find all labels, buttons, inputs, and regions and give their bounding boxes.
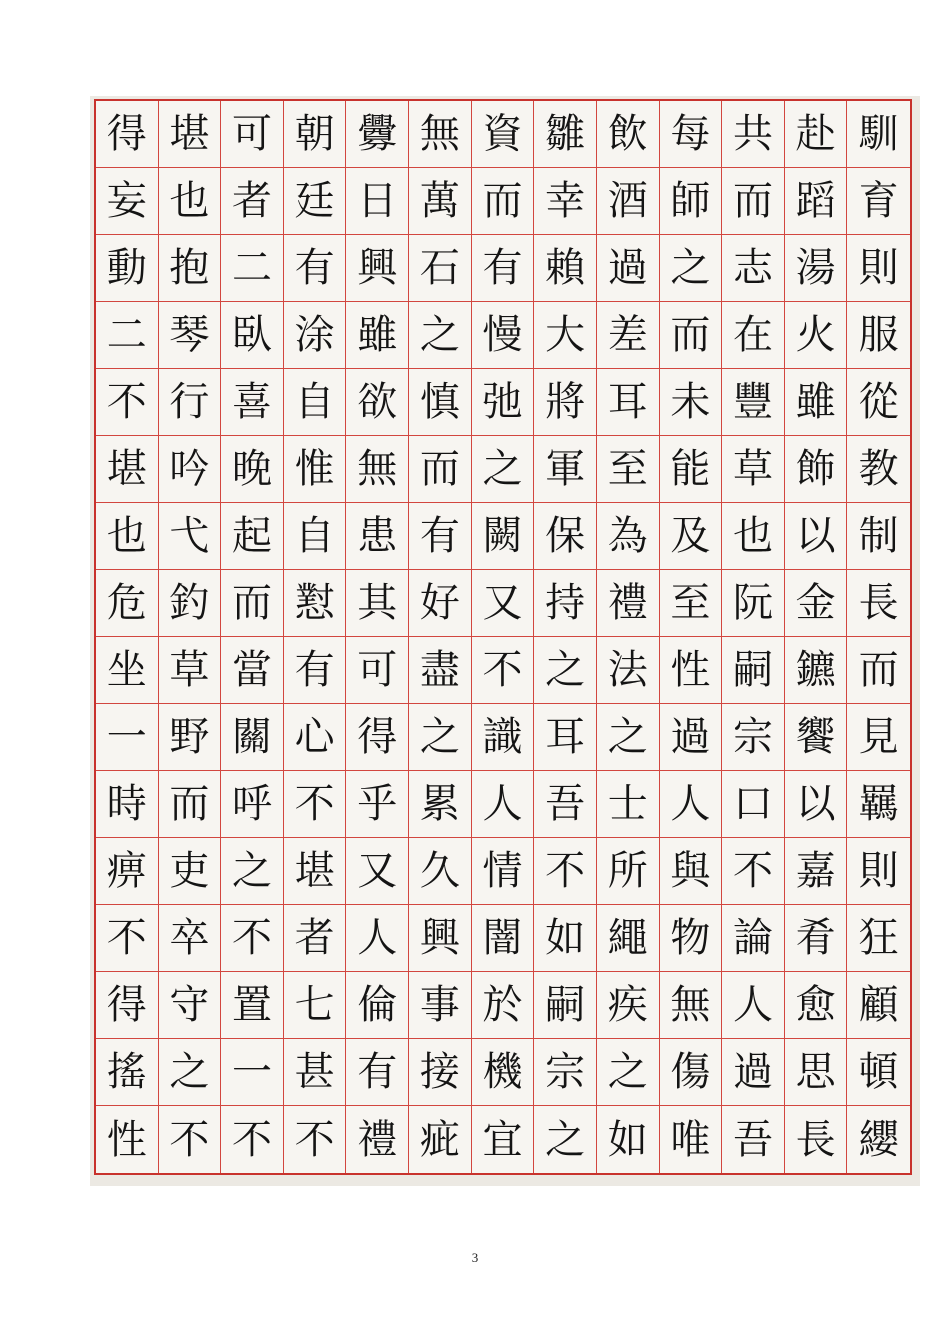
grid-cell: 盡 [409, 637, 472, 704]
grid-cell: 見 [847, 704, 910, 771]
grid-cell: 有 [284, 637, 347, 704]
grid-cell: 性 [660, 637, 723, 704]
grid-cell: 則 [847, 838, 910, 905]
grid-cell: 之 [597, 1039, 660, 1106]
grid-cell: 至 [660, 570, 723, 637]
grid-cell: 有 [284, 235, 347, 302]
grid-cell: 持 [534, 570, 597, 637]
grid-cell: 宗 [722, 704, 785, 771]
grid-cell: 酒 [597, 168, 660, 235]
grid-cell: 動 [96, 235, 159, 302]
grid-cell: 宜 [472, 1106, 535, 1173]
grid-cell: 堪 [284, 838, 347, 905]
grid-cell: 患 [346, 503, 409, 570]
grid-cell: 萬 [409, 168, 472, 235]
grid-cell: 起 [221, 503, 284, 570]
grid-cell: 不 [221, 1106, 284, 1173]
grid-cell: 自 [284, 369, 347, 436]
grid-cell: 纓 [858, 1116, 899, 1163]
grid-cell: 又 [346, 838, 409, 905]
grid-cell: 從 [847, 369, 910, 436]
grid-cell: 時 [96, 771, 159, 838]
grid-cell: 當 [221, 637, 284, 704]
grid-cell: 則 [847, 235, 910, 302]
grid-cell: 及 [660, 503, 723, 570]
grid-cell: 識 [472, 704, 535, 771]
grid-cell: 唯 [660, 1106, 723, 1173]
grid-cell: 於 [472, 972, 535, 1039]
grid-cell: 所 [597, 838, 660, 905]
grid-cell: 不 [284, 1106, 347, 1173]
grid-cell: 法 [597, 637, 660, 704]
grid-cell: 口 [722, 771, 785, 838]
grid-cell: 每 [660, 101, 723, 168]
grid-cell: 累 [409, 771, 472, 838]
grid-cell: 性 [96, 1106, 159, 1173]
grid-cell: 妄 [96, 168, 159, 235]
grid-cell: 在 [722, 302, 785, 369]
grid-cell: 一 [96, 704, 159, 771]
grid-cell: 疵 [409, 1106, 472, 1173]
grid-cell: 懟 [284, 570, 347, 637]
grid-cell: 不 [96, 905, 159, 972]
grid-cell: 堪 [96, 436, 159, 503]
grid-cell: 禮 [346, 1106, 409, 1173]
grid-cell: 又 [472, 570, 535, 637]
grid-cell: 嗣 [722, 637, 785, 704]
grid-cell: 育 [847, 168, 910, 235]
grid-cell: 草 [722, 436, 785, 503]
grid-cell: 涂 [284, 302, 347, 369]
grid-cell: 之 [409, 704, 472, 771]
grid-cell: 興 [409, 905, 472, 972]
grid-cell: 人 [472, 771, 535, 838]
grid-cell: 好 [409, 570, 472, 637]
grid-cell: 人 [722, 972, 785, 1039]
grid-cell: 如 [534, 905, 597, 972]
grid-cell: 卒 [159, 905, 222, 972]
grid-cell: 論 [722, 905, 785, 972]
grid-cell: 飾 [785, 436, 848, 503]
grid-cell: 湯 [785, 235, 848, 302]
grid-cell: 鑣 [785, 637, 848, 704]
grid-cell: 赴 [785, 101, 848, 168]
grid-cell: 制 [847, 503, 910, 570]
grid-cell: 抱 [159, 235, 222, 302]
grid-cell: 保 [534, 503, 597, 570]
grid-cell: 闇 [472, 905, 535, 972]
grid-cell: 晚 [221, 436, 284, 503]
grid-cell: 七 [284, 972, 347, 1039]
grid-cell: 而 [221, 570, 284, 637]
grid-cell: 弋 [159, 503, 222, 570]
grid-cell: 釣 [159, 570, 222, 637]
grid-cell: 得 [96, 101, 159, 168]
grid-cell: 也 [159, 168, 222, 235]
grid-cell: 琴 [159, 302, 222, 369]
grid-cell: 資 [472, 101, 535, 168]
grid-cell: 過 [660, 704, 723, 771]
grid-cell: 與 [660, 838, 723, 905]
grid-cell: 弛 [472, 369, 535, 436]
grid-cell: 有 [409, 503, 472, 570]
grid-cell: 吾 [534, 771, 597, 838]
grid-cell: 惟 [284, 436, 347, 503]
grid-cell: 日 [346, 168, 409, 235]
grid-cell: 未 [660, 369, 723, 436]
grid-cell: 石 [409, 235, 472, 302]
grid-cell: 雖 [785, 369, 848, 436]
grid-cell: 志 [722, 235, 785, 302]
grid-cell: 可 [346, 637, 409, 704]
grid-cell: 慎 [409, 369, 472, 436]
grid-cell: 而 [159, 771, 222, 838]
grid-cell: 差 [597, 302, 660, 369]
grid-cell: 不 [96, 369, 159, 436]
grid-cell: 守 [159, 972, 222, 1039]
grid-cell: 饗 [785, 704, 848, 771]
grid-cell: 機 [472, 1039, 535, 1106]
grid-cell: 長 [785, 1106, 848, 1173]
grid-cell: 而 [409, 436, 472, 503]
grid-cell: 置 [221, 972, 284, 1039]
grid-cell: 思 [785, 1039, 848, 1106]
grid-cell: 而 [847, 637, 910, 704]
grid-cell: 不 [722, 838, 785, 905]
grid-cell: 有 [346, 1039, 409, 1106]
grid-cell: 無 [346, 436, 409, 503]
grid-cell: 傷 [660, 1039, 723, 1106]
grid-cell: 之 [534, 1106, 597, 1173]
grid-cell: 火 [785, 302, 848, 369]
grid-cell: 阮 [722, 570, 785, 637]
grid-cell: 野 [159, 704, 222, 771]
grid-cell: 欲 [346, 369, 409, 436]
grid-cell: 久 [409, 838, 472, 905]
grid-cell: 甚 [284, 1039, 347, 1106]
grid-cell: 共 [722, 101, 785, 168]
grid-cell: 闕 [472, 503, 535, 570]
grid-cell: 不 [472, 637, 535, 704]
grid-cell: 情 [472, 838, 535, 905]
grid-cell: 吾 [722, 1106, 785, 1173]
grid-cell: 耳 [534, 704, 597, 771]
grid-cell: 廷 [284, 168, 347, 235]
grid-cell: 服 [847, 302, 910, 369]
grid-cell: 雛 [534, 101, 597, 168]
grid-cell: 羈 [847, 771, 910, 838]
grid-cell: 草 [159, 637, 222, 704]
page-number: 3 [471, 1250, 479, 1265]
grid-cell: 搖 [96, 1039, 159, 1106]
grid-cell: 過 [722, 1039, 785, 1106]
grid-cell: 也 [722, 503, 785, 570]
grid-cell: 心 [284, 704, 347, 771]
grid-cell: 一 [221, 1039, 284, 1106]
grid-cell: 大 [534, 302, 597, 369]
grid-cell: 肴 [785, 905, 848, 972]
grid-cell: 馴 [847, 101, 910, 168]
grid-cell: 能 [660, 436, 723, 503]
grid-cell: 也 [96, 503, 159, 570]
grid-cell: 朝 [284, 101, 347, 168]
grid-cell: 軍 [534, 436, 597, 503]
grid-cell: 痹 [96, 838, 159, 905]
grid-cell: 如 [597, 1106, 660, 1173]
grid-cell: 而 [472, 168, 535, 235]
grid-cell: 無 [409, 101, 472, 168]
grid-cell: 嗣 [534, 972, 597, 1039]
character-grid [94, 99, 912, 1175]
grid-cell: 頓 [847, 1039, 910, 1106]
grid-cell: 之 [159, 1039, 222, 1106]
grid-cell: 將 [534, 369, 597, 436]
grid-cell: 之 [660, 235, 723, 302]
grid-cell: 無 [660, 972, 723, 1039]
grid-cell: 而 [722, 168, 785, 235]
grid-cell: 倫 [346, 972, 409, 1039]
grid-cell: 疾 [597, 972, 660, 1039]
grid-cell: 吟 [159, 436, 222, 503]
grid-cell: 而 [660, 302, 723, 369]
grid-cell: 蹈 [785, 168, 848, 235]
grid-cell: 慢 [472, 302, 535, 369]
grid-cell: 乎 [346, 771, 409, 838]
grid-cell: 得 [96, 972, 159, 1039]
grid-cell: 賴 [534, 235, 597, 302]
grid-cell: 至 [597, 436, 660, 503]
grid-cell: 者 [221, 168, 284, 235]
grid-cell: 禮 [597, 570, 660, 637]
grid-cell: 自 [284, 503, 347, 570]
grid-cell: 關 [221, 704, 284, 771]
grid-cell: 可 [221, 101, 284, 168]
grid-cell: 顧 [847, 972, 910, 1039]
grid-cell: 過 [597, 235, 660, 302]
grid-cell: 士 [597, 771, 660, 838]
grid-cell: 之 [409, 302, 472, 369]
grid-cell: 有 [472, 235, 535, 302]
grid-cell: 狂 [847, 905, 910, 972]
grid-cell: 不 [534, 838, 597, 905]
grid-cell: 之 [597, 704, 660, 771]
grid-cell: 者 [284, 905, 347, 972]
grid-cell: 耳 [597, 369, 660, 436]
grid-cell: 臥 [221, 302, 284, 369]
grid-cell: 人 [346, 905, 409, 972]
grid-cell: 堪 [159, 101, 222, 168]
grid-cell: 飲 [597, 101, 660, 168]
grid-cell: 之 [534, 637, 597, 704]
grid-cell: 教 [847, 436, 910, 503]
grid-cell: 物 [660, 905, 723, 972]
grid-cell: 之 [472, 436, 535, 503]
grid-cell: 不 [284, 771, 347, 838]
grid-cell: 行 [159, 369, 222, 436]
grid-cell: 以 [785, 503, 848, 570]
grid-cell: 吏 [159, 838, 222, 905]
grid-cell: 雖 [346, 302, 409, 369]
grid-cell: 危 [96, 570, 159, 637]
grid-cell: 不 [221, 905, 284, 972]
grid-cell: 呼 [221, 771, 284, 838]
grid-cell: 為 [597, 503, 660, 570]
grid-cell: 其 [346, 570, 409, 637]
grid-cell: 得 [346, 704, 409, 771]
grid-cell: 喜 [221, 369, 284, 436]
grid-cell: 接 [409, 1039, 472, 1106]
grid-cell: 長 [847, 570, 910, 637]
grid-cell: 繩 [597, 905, 660, 972]
grid-cell: 幸 [534, 168, 597, 235]
grid-cell: 嘉 [785, 838, 848, 905]
grid-cell: 不 [159, 1106, 222, 1173]
grid-cell: 宗 [534, 1039, 597, 1106]
grid-cell: 以 [785, 771, 848, 838]
grid-cell: 二 [96, 302, 159, 369]
grid-cell: 事 [409, 972, 472, 1039]
grid-cell: 興 [346, 235, 409, 302]
grid-cell: 豐 [722, 369, 785, 436]
calligraphy-practice-sheet [90, 96, 920, 1186]
grid-cell: 之 [221, 838, 284, 905]
grid-cell: 人 [660, 771, 723, 838]
grid-cell: 愈 [785, 972, 848, 1039]
grid-cell: 金 [785, 570, 848, 637]
grid-cell: 坐 [96, 637, 159, 704]
grid-cell: 釁 [346, 101, 409, 168]
grid-cell: 二 [221, 235, 284, 302]
grid-cell: 師 [660, 168, 723, 235]
